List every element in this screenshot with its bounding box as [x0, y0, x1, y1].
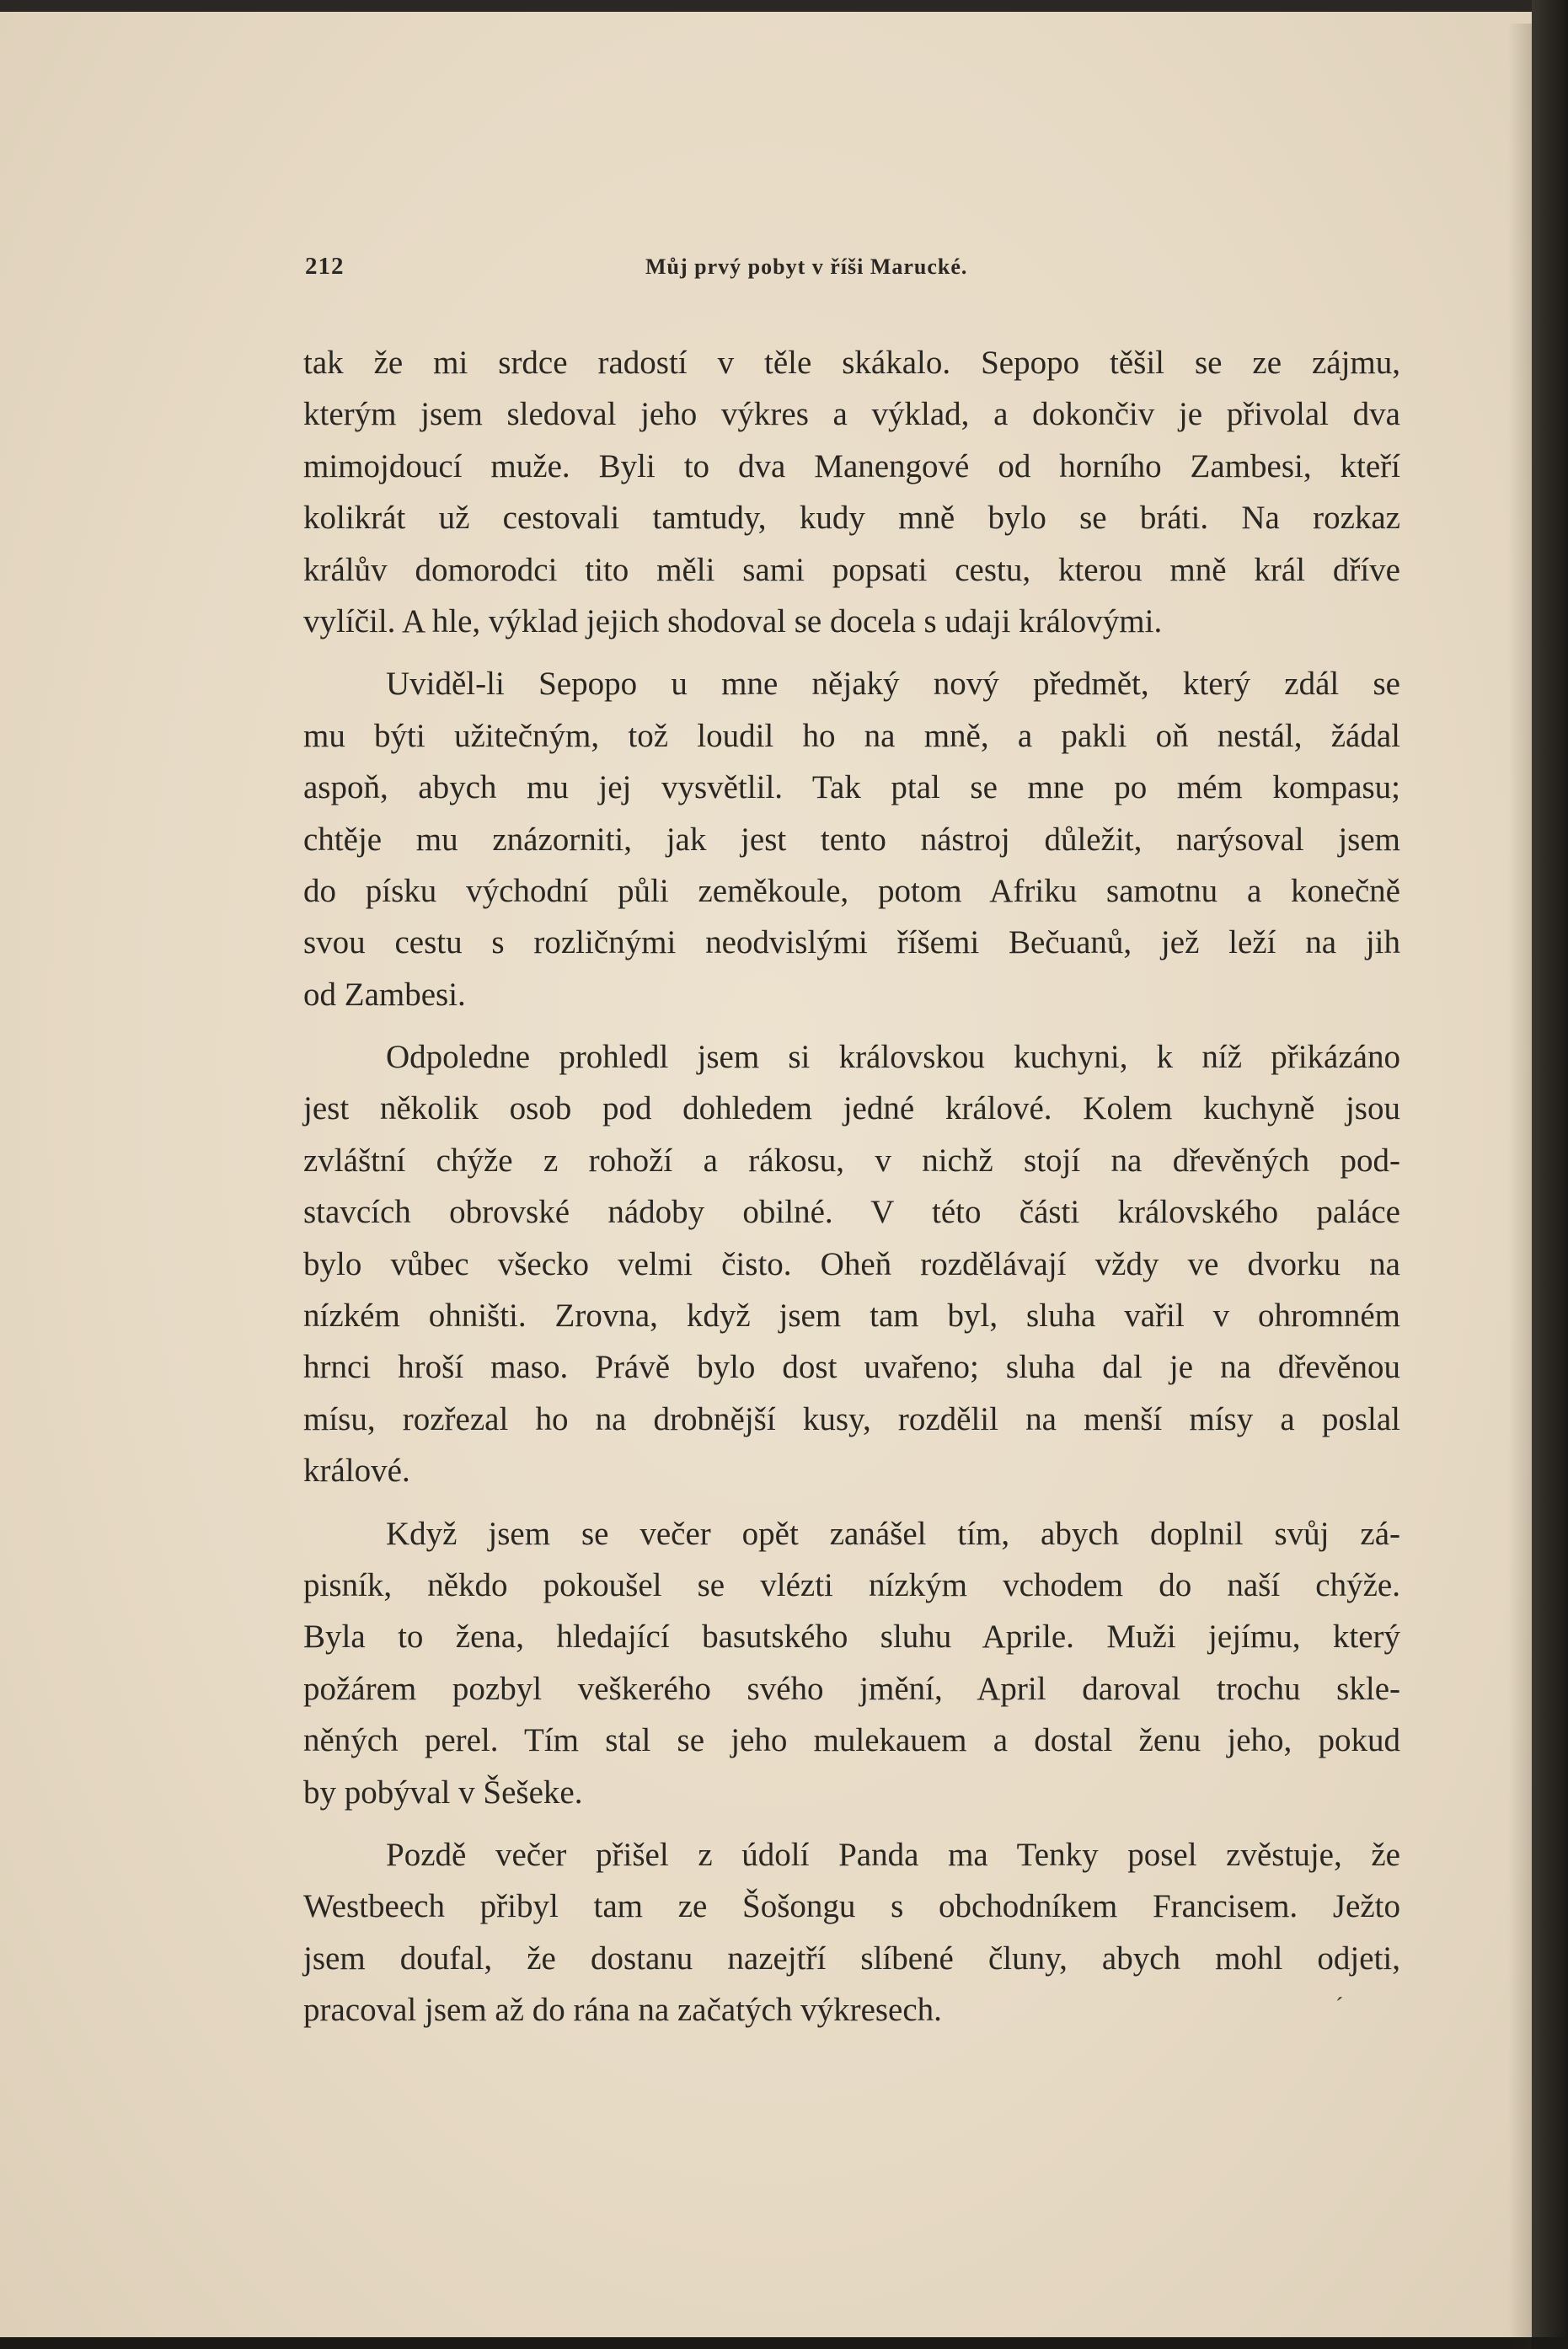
ink-speck: ´	[1335, 1993, 1344, 2020]
paragraph-3	[303, 1031, 1400, 1497]
page-number: 212	[305, 253, 345, 280]
text-line: Když jsem se večer opět zanášel tím, abych doplnil svůj zá-	[386, 1515, 1400, 1552]
page-gutter-shadow	[1508, 24, 1532, 2349]
text-line: Pozdě večer přišel z údolí Panda ma Tenky posel zvěstuje, že	[386, 1836, 1400, 1873]
text-line: zvláštní chýže z rohoží a rákosu, v nichž stojí na dřevěných pod-	[303, 1142, 1400, 1179]
text-line: vylíčil. A hle, výklad jejich shodoval se docela s udaji královými.	[303, 602, 1163, 639]
paragraph-5	[303, 1829, 1400, 2036]
text-line: bylo vůbec všecko velmi čisto. Oheň rozdělávají vždy ve dvorku na	[303, 1245, 1400, 1282]
scan-right-border	[1532, 0, 1568, 2337]
text-line: svou cestu s rozličnými neodvislými říšemi Bečuanů, jež leží na jih	[303, 924, 1400, 961]
text-line: nízkém ohništi. Zrovna, když jsem tam byl, sluha vařil v ohromném	[303, 1298, 1400, 1335]
text-line: by pobýval v Šešeke.	[303, 1774, 583, 1811]
text-line: stavcích obrovské nádoby obilné. V této části královského paláce	[303, 1194, 1400, 1231]
book-page	[0, 12, 1532, 2337]
text-line: požárem pozbyl veškerého svého jmění, April daroval trochu skle-	[303, 1670, 1400, 1707]
text-line: hrnci hroší maso. Právě bylo dost uvařeno; sluha dal je na dřevěnou	[303, 1349, 1400, 1386]
text-line: Odpoledne prohledl jsem si královskou kuchyni, k níž přikázáno	[386, 1039, 1400, 1076]
text-line: tak že mi srdce radostí v těle skákalo. Sepopo těšil se ze zájmu,	[303, 345, 1400, 381]
text-line: aspoň, abych mu jej vysvětlil. Tak ptal se mne po mém kompasu;	[303, 769, 1400, 806]
paragraph-1	[303, 337, 1400, 647]
text-line: kterým jsem sledoval jeho výkres a výklad, a dokončiv je přivolal dva	[303, 396, 1400, 433]
text-line: kolikrát už cestovali tamtudy, kudy mně bylo se bráti. Na rozkaz	[303, 500, 1400, 537]
scan-top-border	[0, 0, 1568, 12]
page-header	[305, 253, 1063, 286]
text-line: chtěje mu znázorniti, jak jest tento nástroj důležit, narýsoval jsem	[303, 821, 1400, 858]
text-line: mísu, rozřezal ho na drobnější kusy, rozdělil na menší mísy a poslal	[303, 1400, 1400, 1437]
text-line: mu býti užitečným, tož loudil ho na mně, a pakli oň nestál, žádal	[303, 717, 1400, 754]
body-text	[303, 337, 1400, 2036]
text-line: králův domorodci tito měli sami popsati cestu, kterou mně král dříve	[303, 551, 1400, 588]
text-line: králové.	[303, 1453, 410, 1490]
running-title: Můj prvý pobyt v říši Marucké.	[645, 254, 968, 279]
paragraph-4	[303, 1508, 1400, 1818]
text-line: do písku východní půli zeměkoule, potom Afriku samotnu a konečně	[303, 872, 1400, 909]
text-line: pisník, někdo pokoušel se vlézti nízkým vchodem do naší chýže.	[303, 1566, 1400, 1603]
text-line: jest několik osob pod dohledem jedné králové. Kolem kuchyně jsou	[303, 1090, 1400, 1127]
text-line: mimojdoucí muže. Byli to dva Manengové od horního Zambesi, kteří	[303, 447, 1400, 484]
text-line: něných perel. Tím stal se jeho mulekauem a dostal ženu jeho, pokud	[303, 1722, 1400, 1759]
text-line: Byla to žena, hledající basutského sluhu Aprile. Muži jejímu, který	[303, 1619, 1400, 1656]
text-line: pracoval jsem až do rána na začatých výkresech.	[303, 1992, 942, 2029]
text-line: od Zambesi.	[303, 976, 466, 1013]
text-line: jsem doufal, že dostanu nazejtří slíbené čluny, abych mohl odjeti,	[303, 1940, 1400, 1977]
paragraph-2	[303, 658, 1400, 1020]
text-line: Uviděl-li Sepopo u mne nějaký nový předmět, který zdál se	[386, 666, 1400, 703]
text-line: Westbeech přibyl tam ze Šošongu s obchodníkem Francisem. Ježto	[303, 1888, 1400, 1925]
